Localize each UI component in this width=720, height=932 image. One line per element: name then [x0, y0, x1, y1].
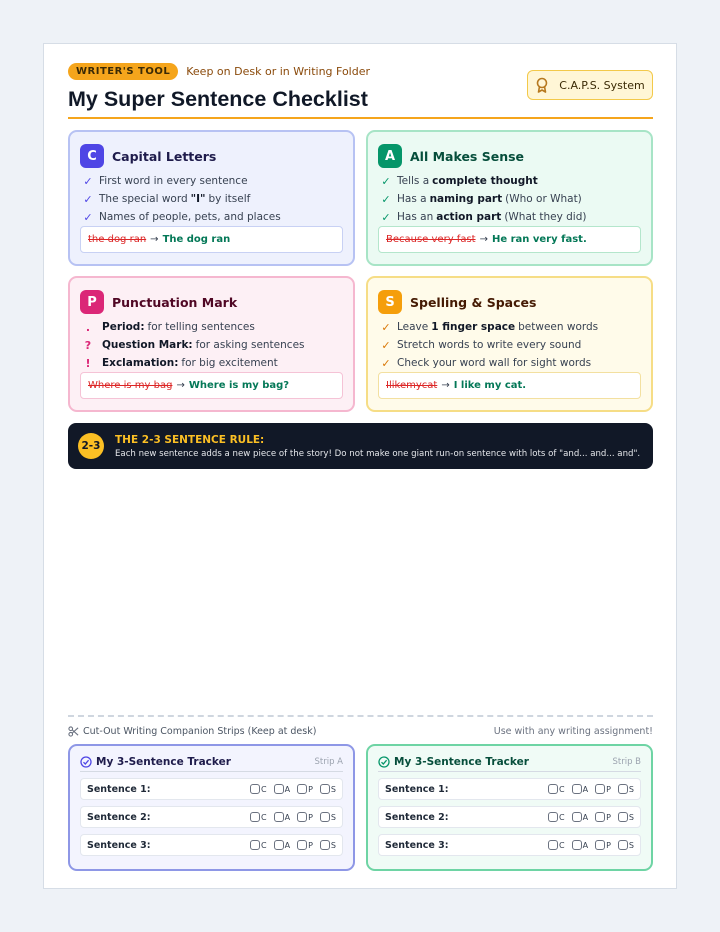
award-ribbon-icon: [535, 77, 549, 93]
checklist: [80, 172, 343, 226]
example-right: I like my cat.: [453, 380, 527, 391]
example-right: The dog ran: [162, 234, 231, 245]
check-boxes: [541, 784, 634, 794]
rule-body: Each new sentence adds a new piece of the story! Do not make one giant run-on sentence with lots of "and... and... and".: [115, 448, 641, 459]
tracker-strip-a: [68, 744, 355, 871]
tracker-row: [378, 806, 641, 828]
example-wrong: Where is my bag: [88, 380, 173, 391]
check-boxes: [243, 812, 336, 822]
caps-system-label: C.A.P.S. System: [559, 78, 645, 92]
checklist: [80, 318, 343, 372]
check-icon: ✓: [381, 356, 391, 370]
checkbox-c[interactable]: C: [548, 812, 565, 822]
checkbox-c[interactable]: C: [548, 840, 565, 850]
list-item: ✓ First word in every sentence: [80, 172, 343, 190]
arrow-icon: →: [176, 380, 185, 391]
example-wrong: Because very fast: [386, 234, 476, 245]
card-header: [80, 144, 343, 168]
cut-dashed-line: [68, 715, 653, 717]
checkbox-a[interactable]: A: [572, 812, 588, 822]
example-right: He ran very fast.: [491, 234, 587, 245]
list-item: ✓ The special word "I" by itself: [80, 190, 343, 208]
tracker-row: [80, 806, 343, 828]
tracker-row: [80, 778, 343, 800]
checklist: [378, 172, 641, 226]
list-item: ✓ Tells a complete thought: [378, 172, 641, 190]
example-box: [80, 226, 343, 253]
sentence-label: Sentence 2:: [385, 811, 449, 823]
checkbox-c[interactable]: C: [548, 784, 565, 794]
check-icon: ✓: [83, 192, 93, 206]
list-item: ✓ Has an action part (What they did): [378, 208, 641, 226]
card-letter-p: P: [80, 290, 104, 314]
tracker-row: [80, 834, 343, 856]
worksheet-content: [68, 60, 653, 851]
card-header: [80, 290, 343, 314]
list-item: . Period: for telling sentences: [80, 318, 343, 336]
list-item: ✓ Names of people, pets, and places: [80, 208, 343, 226]
checkbox-p[interactable]: P: [595, 840, 611, 850]
arrow-icon: →: [150, 234, 159, 245]
example-box: [378, 372, 641, 399]
card-punctuation-mark: [68, 276, 355, 412]
checkbox-p[interactable]: P: [297, 784, 313, 794]
writers-tool-pill: WRITER'S TOOL: [68, 63, 178, 80]
check-boxes: [243, 840, 336, 850]
sentence-label: Sentence 3:: [87, 839, 151, 851]
arrow-icon: →: [479, 234, 488, 245]
checkbox-p[interactable]: P: [297, 812, 313, 822]
cut-instructions: [68, 724, 653, 738]
scissors-icon: [68, 726, 79, 737]
sentence-label: Sentence 2:: [87, 811, 151, 823]
checkbox-a[interactable]: A: [274, 784, 290, 794]
checkbox-s[interactable]: S: [320, 812, 336, 822]
card-spelling-spaces: [366, 276, 653, 412]
check-circle-icon: [378, 756, 390, 768]
tracker-title: My 3-Sentence Tracker: [394, 755, 529, 768]
card-letter-a: A: [378, 144, 402, 168]
tagline: Keep on Desk or in Writing Folder: [186, 64, 371, 78]
card-title: Capital Letters: [112, 148, 217, 164]
checkbox-s[interactable]: S: [618, 840, 634, 850]
check-boxes: [243, 784, 336, 794]
example-wrong: the dog ran: [88, 234, 147, 245]
checkbox-p[interactable]: P: [595, 784, 611, 794]
tracker-header: [80, 754, 343, 772]
rule-title: THE 2-3 SENTENCE RULE:: [115, 433, 265, 446]
card-title: Punctuation Mark: [112, 294, 238, 310]
check-icon: ✓: [381, 320, 391, 334]
question-mark: ?: [84, 338, 92, 352]
checkbox-a[interactable]: A: [572, 784, 588, 794]
card-letter-c: C: [80, 144, 104, 168]
example-wrong: Ilikemycat: [386, 380, 438, 391]
list-item: ? Question Mark: for asking sentences: [80, 336, 343, 354]
checkbox-c[interactable]: C: [250, 840, 267, 850]
card-header: [378, 144, 641, 168]
sentence-label: Sentence 1:: [385, 783, 449, 795]
sentence-label: Sentence 1:: [87, 783, 151, 795]
card-header: [378, 290, 641, 314]
header-divider: [68, 117, 653, 119]
sentence-rule-banner: [68, 423, 653, 469]
list-item: ! Exclamation: for big excitement: [80, 354, 343, 372]
checkbox-a[interactable]: A: [572, 840, 588, 850]
checkbox-s[interactable]: S: [618, 812, 634, 822]
checkbox-a[interactable]: A: [274, 812, 290, 822]
check-boxes: [541, 840, 634, 850]
cut-note: Use with any writing assignment!: [493, 725, 653, 737]
tracker-row: [378, 778, 641, 800]
strip-label: Strip A: [314, 756, 343, 767]
check-icon: ✓: [83, 174, 93, 188]
checkbox-c[interactable]: C: [250, 784, 267, 794]
page-title: My Super Sentence Checklist: [68, 87, 368, 111]
card-capital-letters: [68, 130, 355, 266]
card-all-makes-sense: [366, 130, 653, 266]
list-item: ✓ Has a naming part (Who or What): [378, 190, 641, 208]
card-title: Spelling & Spaces: [410, 294, 537, 310]
checkbox-s[interactable]: S: [320, 840, 336, 850]
example-box: [378, 226, 641, 253]
list-item: ✓ Stretch words to write every sound: [378, 336, 641, 354]
tracker-title: My 3-Sentence Tracker: [96, 755, 231, 768]
checkbox-s[interactable]: S: [320, 784, 336, 794]
list-item: ✓ Leave 1 finger space between words: [378, 318, 641, 336]
tracker-row: [378, 834, 641, 856]
checkbox-p[interactable]: P: [595, 812, 611, 822]
rule-text: [115, 434, 640, 459]
checkbox-a[interactable]: A: [274, 840, 290, 850]
check-icon: ✓: [381, 210, 391, 224]
check-boxes: [541, 812, 634, 822]
checkbox-p[interactable]: P: [297, 840, 313, 850]
example-box: [80, 372, 343, 399]
card-title: All Makes Sense: [410, 148, 525, 164]
check-icon: ✓: [381, 192, 391, 206]
tracker-strip-b: [366, 744, 653, 871]
list-item: ✓ Check your word wall for sight words: [378, 354, 641, 372]
strip-label: Strip B: [612, 756, 641, 767]
check-icon: ✓: [83, 210, 93, 224]
sentence-label: Sentence 3:: [385, 839, 449, 851]
card-letter-s: S: [378, 290, 402, 314]
tracker-header: [378, 754, 641, 772]
checkbox-c[interactable]: C: [250, 812, 267, 822]
period-mark: .: [85, 320, 91, 334]
worksheet-page: [43, 43, 677, 889]
check-circle-icon: [80, 756, 92, 768]
example-right: Where is my bag?: [188, 380, 290, 391]
exclamation-mark: !: [85, 356, 91, 370]
caps-system-badge: [527, 70, 653, 100]
cut-label: Cut-Out Writing Companion Strips (Keep at desk): [83, 725, 317, 737]
arrow-icon: →: [441, 380, 450, 391]
rule-badge: 2-3: [78, 433, 104, 459]
check-icon: ✓: [381, 338, 391, 352]
check-icon: ✓: [381, 174, 391, 188]
checkbox-s[interactable]: S: [618, 784, 634, 794]
cut-left: [68, 726, 316, 737]
checklist: [378, 318, 641, 372]
